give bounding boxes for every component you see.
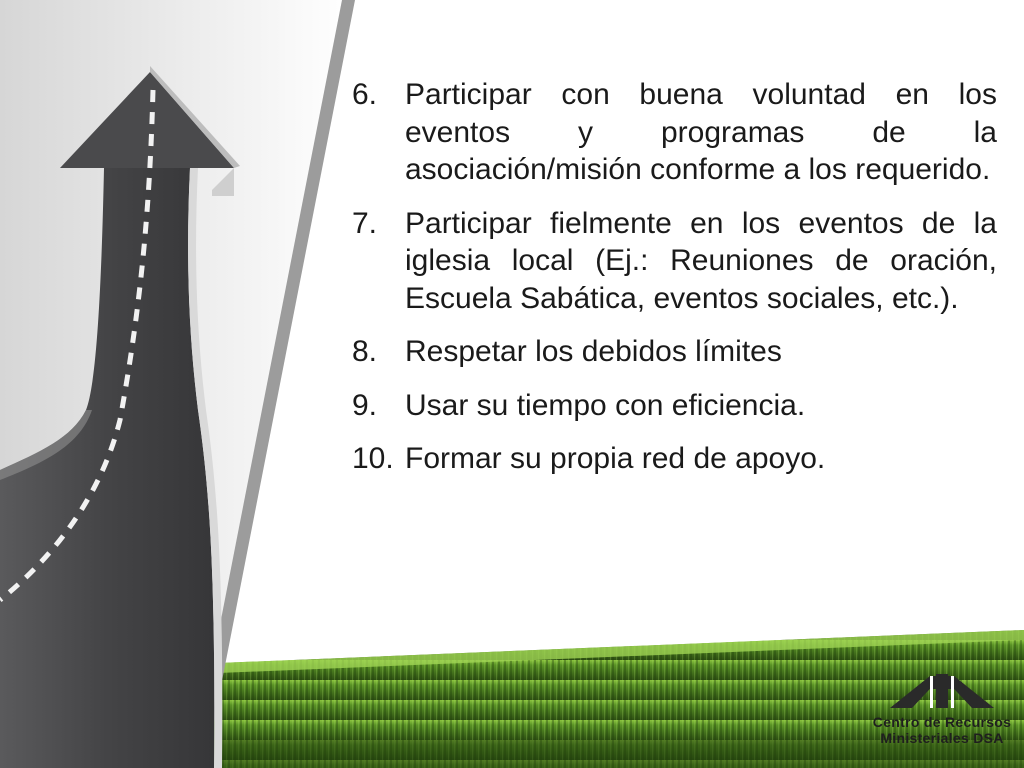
list-number: 6. — [352, 78, 378, 111]
logo-text-line1: Centro de Recursos — [872, 714, 1012, 730]
list-item — [352, 440, 997, 478]
list-number: 10. — [352, 442, 394, 475]
list-item — [352, 205, 997, 318]
list-number: 8. — [352, 335, 378, 368]
numbered-list — [352, 76, 997, 494]
list-text: Respetar los debidos límites — [405, 335, 782, 368]
list-item — [352, 333, 997, 371]
list-item — [352, 387, 997, 425]
list-item — [352, 76, 997, 189]
list-text: Usar su tiempo con eficiencia. — [405, 388, 806, 422]
logo-text-line2: Ministeriales DSA — [880, 730, 1004, 746]
list-number: 7. — [352, 206, 378, 240]
mountain-cross-logo-icon — [872, 668, 1012, 712]
list-text: Participar con buena voluntad en los eventos y programas de la asociación/misión conforme a los requerido. — [405, 78, 997, 186]
list-text: Participar fielmente en los eventos de la iglesia local (Ej.: Reuniones de oración, Escuela Sabática, eventos sociales, etc.). — [405, 206, 997, 315]
list-number: 9. — [352, 388, 378, 422]
list-text: Formar su propia red de apoyo. — [405, 442, 826, 475]
organization-logo — [872, 668, 1012, 748]
